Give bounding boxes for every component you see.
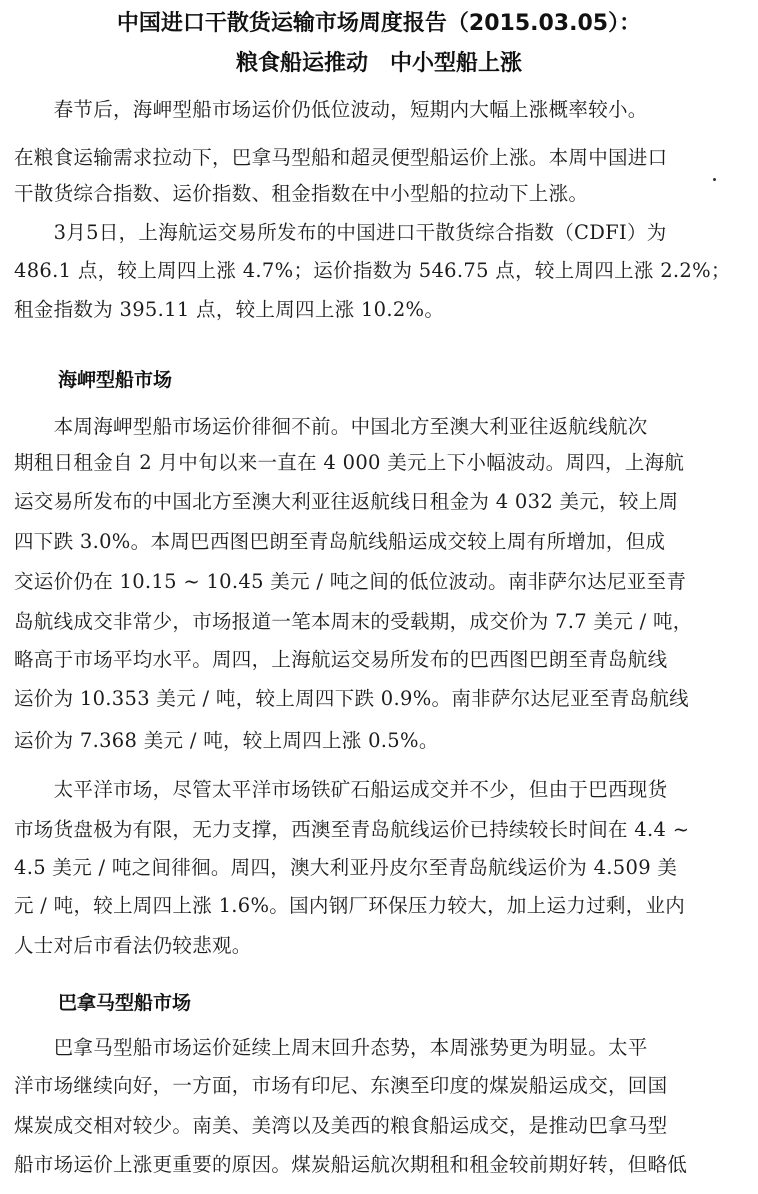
section-heading-panamax: 巴拿马型船市场 [58,992,192,1014]
intro-line: 在粮食运输需求拉动下，巴拿马型船和超灵便型船运价上涨。本周中国进口 [14,146,668,169]
capesize-line: 略高于市场平均水平。周四，上海航运交易所发布的巴西图巴朗至青岛航线 [14,648,668,671]
capesize-line: 运价为 10.353 美元 / 吨，较上周四下跌 0.9%。南非萨尔达尼亚至青岛航线 [14,687,689,710]
panamax-line: 巴拿马型船市场运价延续上周末回升态势，本周涨势更为明显。太平 [14,1036,648,1059]
capesize-line: 四下跌 3.0%。本周巴西图巴朗至青岛航线船运成交较上周有所增加，但成 [14,530,666,553]
capesize-line: 人士对后市看法仍较悲观。 [14,934,252,957]
capesize-line: 4.5 美元 / 吨之间徘徊。周四，澳大利亚丹皮尔至青岛航线运价为 4.509 美 [14,856,678,879]
intro-line: 干散货综合指数、运价指数、租金指数在中小型船的拉动下上涨。 [14,182,589,205]
panamax-line: 煤炭成交相对较少。南美、美湾以及美西的粮食船运成交，是推动巴拿马型 [14,1114,668,1137]
report-title-line2: 粮食船运推动 中小型船上涨 [235,51,522,76]
intro-line: 486.1 点，较上周四上涨 4.7%；运价指数为 546.75 点，较上周四上涨 2.2%； [14,259,731,282]
capesize-line: 元 / 吨，较上周四上涨 1.6%。国内钢厂环保压力较大，加上运力过剩，业内 [14,894,686,917]
report-title-line1: 中国进口干散货运输市场周度报告（2015.03.05）： [116,11,642,36]
capesize-line: 运价为 7.368 美元 / 吨，较上周四上涨 0.5%。 [14,729,439,752]
intro-line: 3月5日，上海航运交易所发布的中国进口干散货综合指数（CDFI）为 [14,221,667,244]
section-heading-capesize: 海岬型船市场 [58,369,173,391]
scan-speck [713,178,716,181]
panamax-line: 船市场运价上涨更重要的原因。煤炭船运航次期租和租金较前期好转，但略低 [14,1153,688,1176]
capesize-line: 期租日租金自 2 月中旬以来一直在 4 000 美元上下小幅波动。周四，上海航 [14,451,685,474]
capesize-line: 市场货盘极为有限，无力支撑，西澳至青岛航线运价已持续较长时间在 4.4 ~ [14,818,690,841]
intro-line: 租金指数为 395.11 点，较上周四上涨 10.2%。 [14,298,445,321]
capesize-line: 本周海岬型船市场运价徘徊不前。中国北方至澳大利亚往返航线航次 [14,415,648,438]
capesize-line: 运交易所发布的中国北方至澳大利亚往返航线日租金为 4 032 美元，较上周 [14,490,679,513]
panamax-line: 洋市场继续向好，一方面，市场有印尼、东澳至印度的煤炭船运成交，回国 [14,1074,668,1097]
intro-line: 春节后，海岬型船市场运价仍低位波动，短期内大幅上涨概率较小。 [14,98,648,121]
capesize-line: 交运价仍在 10.15 ~ 10.45 美元 / 吨之间的低位波动。南非萨尔达尼亚至青 [14,570,687,593]
capesize-line: 岛航线成交非常少，市场报道一笔本周末的受载期，成交价为 7.7 美元 / 吨， [14,610,693,633]
capesize-line: 太平洋市场，尽管太平洋市场铁矿石船运成交并不少，但由于巴西现货 [14,778,668,801]
